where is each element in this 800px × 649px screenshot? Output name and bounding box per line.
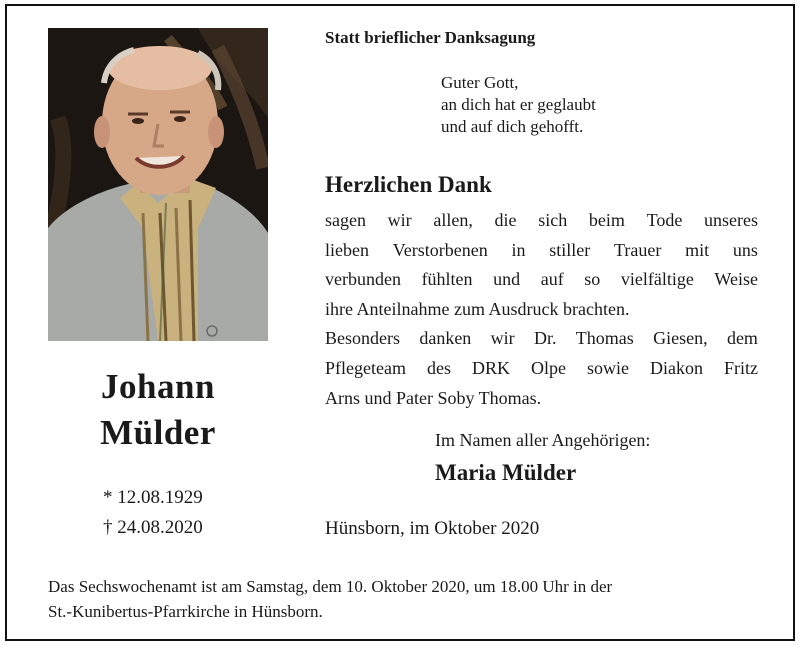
verse-line: und auf dich gehofft. <box>441 117 584 136</box>
footer-line: St.-Kunibertus-Pfarrkirche in Hünsborn. <box>48 602 323 621</box>
word: Thomas <box>575 328 634 349</box>
word: stiller <box>549 239 591 260</box>
deceased-first-name: Johann <box>101 367 215 406</box>
thanks-heading: Herzlichen Dank <box>325 172 492 197</box>
word: danken <box>419 328 472 349</box>
verse <box>441 72 596 138</box>
word: fühlten <box>421 269 473 290</box>
family-intro: Im Namen aller Angehörigen: <box>435 430 651 450</box>
body-line <box>325 354 758 384</box>
mass-announcement <box>48 574 758 624</box>
word: Olpe <box>530 357 566 378</box>
notice-header: Statt brieflicher Danksagung <box>325 28 536 47</box>
word: in <box>511 239 526 260</box>
obituary-card <box>5 4 795 641</box>
word: Trauer <box>614 239 662 260</box>
word: Pflegeteam <box>325 357 406 378</box>
word: Dr. <box>533 328 557 349</box>
word: unseres <box>704 210 758 230</box>
deceased-name <box>48 364 268 456</box>
word: Pater <box>396 387 438 408</box>
deceased-last-name: Mülder <box>100 413 216 452</box>
word: mit <box>685 239 710 260</box>
word: verbunden <box>325 269 401 290</box>
portrait-image <box>48 28 268 341</box>
word: wir <box>490 328 515 349</box>
word: brachten. <box>562 298 630 319</box>
portrait-photo <box>48 28 268 341</box>
word: uns <box>732 239 758 260</box>
verse-line: Guter Gott, <box>441 73 519 92</box>
word: Ausdruck <box>488 298 563 319</box>
word: Diakon <box>649 357 703 378</box>
word: Tode <box>646 210 683 230</box>
body-line <box>325 236 758 266</box>
word: Verstorbenen <box>392 239 488 260</box>
life-dates <box>103 483 203 543</box>
word: Fritz <box>723 357 758 378</box>
word: so <box>584 269 601 290</box>
word: auf <box>540 269 564 290</box>
death-date: † 24.08.2020 <box>103 517 203 538</box>
word: und <box>364 387 396 408</box>
word: Anteilnahme <box>356 298 454 319</box>
word: Thomas. <box>478 387 542 408</box>
verse-line: an dich hat er geglaubt <box>441 95 596 114</box>
word: vielfältige <box>620 269 694 290</box>
word: die <box>494 210 517 230</box>
word: ihre <box>325 298 357 319</box>
word: dem <box>726 328 758 349</box>
body-line <box>325 324 758 354</box>
thanks-body <box>325 206 758 413</box>
word: wir <box>387 210 412 230</box>
birth-date: * 12.08.1929 <box>103 487 203 508</box>
word: Besonders <box>325 328 400 349</box>
word: lieben <box>325 239 369 260</box>
place-date: Hünsborn, im Oktober 2020 <box>325 518 540 539</box>
family-signature: Maria Mülder <box>435 460 577 485</box>
word: zum <box>453 298 489 319</box>
word: Arns <box>325 387 365 408</box>
word: sagen <box>325 210 366 230</box>
body-line <box>325 265 758 295</box>
body-line <box>325 206 758 236</box>
word: beim <box>588 210 625 230</box>
word: sowie <box>586 357 629 378</box>
word: Soby <box>437 387 479 408</box>
footer-line: Das Sechswochenamt ist am Samstag, dem 10. Oktober 2020, um 18.00 Uhr in der <box>48 577 613 596</box>
word: Weise <box>714 269 758 290</box>
word: Giesen, <box>653 328 708 349</box>
word: des <box>426 357 451 378</box>
word: DRK <box>471 357 510 378</box>
word: sich <box>538 210 568 230</box>
word: allen, <box>433 210 473 230</box>
word: und <box>493 269 521 290</box>
body-line <box>325 295 758 325</box>
body-line <box>325 384 758 414</box>
